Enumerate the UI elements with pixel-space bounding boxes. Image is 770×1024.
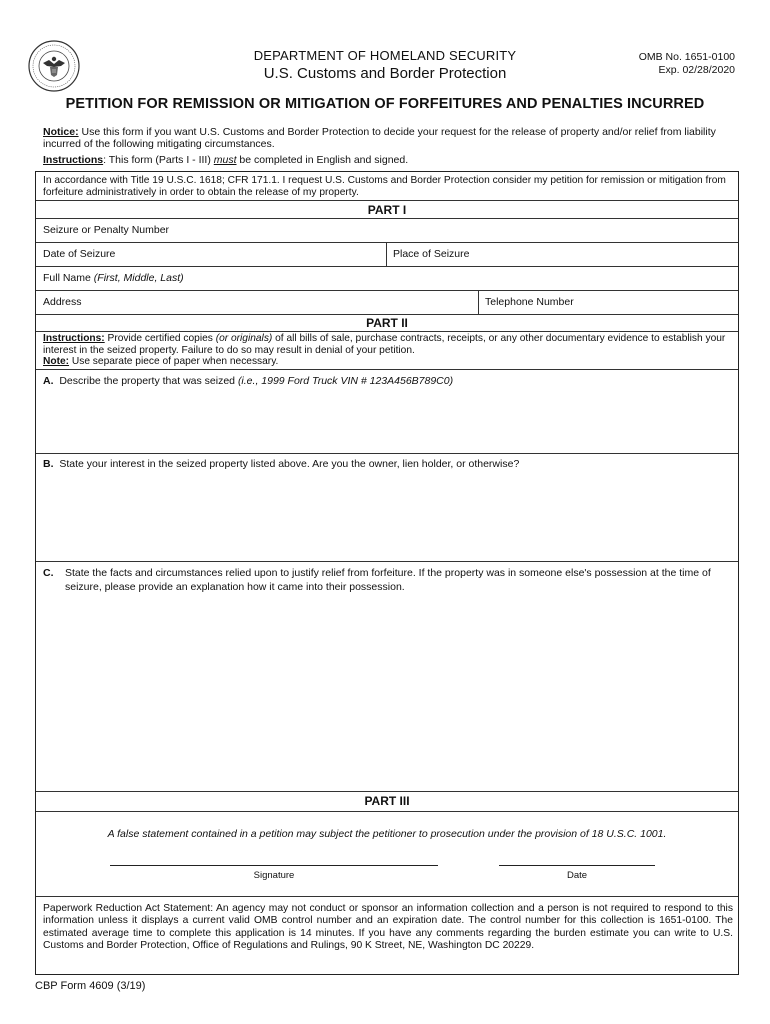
agency-name: U.S. Customs and Border Protection bbox=[263, 65, 507, 82]
telephone-field[interactable]: Telephone Number bbox=[485, 296, 574, 308]
part3-heading: PART III bbox=[364, 794, 410, 808]
seizure-number-field[interactable]: Seizure or Penalty Number bbox=[43, 224, 170, 236]
part1-heading: PART I bbox=[367, 203, 407, 217]
address-field[interactable]: Address bbox=[43, 296, 82, 308]
paperwork-reduction-statement: Paperwork Reduction Act Statement: An agency may not conduct or sponsor an information collection and a person is not required to respond to this information unless it displays a current valid OMB control number and an expiration date. The control number for this collection is 1651-0100. The estimated average time to complete this application is 14 minutes. If you have any comments regarding the burden estimate you can write to U.S. Customs and Border Protection, Office of Regulations and Rulings, 90 K Street, NE, Washington DC 20229. bbox=[43, 903, 733, 952]
question-c-text: State the facts and circumstances relied upon to justify relief from forfeiture. If the property was in someone else's possession at the time of seizure, please provide an explanation how it came into their possession. bbox=[65, 567, 711, 593]
instructions-text-before: : This form (Parts I - III) bbox=[103, 154, 214, 166]
false-statement-warning: A false statement contained in a petition may subject the petitioner to prosecution under the provision of 18 U.S.C. 1001. bbox=[107, 828, 667, 840]
question-b-text: State your interest in the seized property listed above. Are you the owner, lien holder, or otherwise? bbox=[59, 458, 520, 470]
answer-a-area[interactable] bbox=[36, 390, 738, 452]
question-a-letter: A. bbox=[43, 375, 54, 387]
omb-expiration: Exp. 02/28/2020 bbox=[658, 64, 735, 76]
part2-instr-before: Provide certified copies bbox=[104, 333, 216, 344]
note-label: Note: bbox=[43, 356, 70, 367]
question-b-letter: B. bbox=[43, 458, 54, 470]
question-a-example: (i.e., 1999 Ford Truck VIN # 123A456B789C0) bbox=[237, 375, 454, 387]
full-name-label: Full Name bbox=[43, 272, 91, 284]
answer-b-area[interactable] bbox=[36, 474, 738, 559]
part2-heading: PART II bbox=[366, 316, 408, 330]
date-line[interactable] bbox=[499, 865, 655, 866]
signature-label: Signature bbox=[253, 870, 295, 881]
part2-instr-italic: (or originals) bbox=[215, 333, 273, 344]
form-number: CBP Form 4609 (3/19) bbox=[35, 980, 146, 992]
instructions-text-after: be completed in English and signed. bbox=[236, 154, 409, 166]
department-name: DEPARTMENT OF HOMELAND SECURITY bbox=[253, 48, 517, 63]
instructions-emphasis: must bbox=[213, 154, 237, 166]
part2-instr-label: Instructions: bbox=[43, 333, 105, 344]
omb-number: OMB No. 1651-0100 bbox=[638, 51, 735, 63]
date-label: Date bbox=[566, 870, 588, 881]
question-b bbox=[43, 457, 733, 471]
full-name-field[interactable] bbox=[43, 272, 184, 284]
notice-text bbox=[43, 126, 743, 150]
full-name-hint: (First, Middle, Last) bbox=[93, 272, 184, 284]
date-of-seizure-field[interactable]: Date of Seizure bbox=[43, 248, 116, 260]
answer-c-area[interactable] bbox=[36, 597, 738, 790]
dhs-seal-icon bbox=[28, 40, 80, 92]
intro-text: In accordance with Title 19 U.S.C. 1618; CFR 171.1. I request U.S. Customs and Border Protection consider my petition for remission or mitigation from forfeiture administratively in order to obtain the release of my property. bbox=[43, 175, 726, 198]
question-c bbox=[43, 566, 728, 594]
form-title: PETITION FOR REMISSION OR MITIGATION OF FORFEITURES AND PENALTIES INCURRED bbox=[65, 96, 705, 112]
question-c-letter: C. bbox=[43, 567, 54, 579]
question-a-text: Describe the property that was seized bbox=[59, 375, 238, 387]
instructions-top bbox=[43, 154, 408, 166]
petition-form bbox=[35, 171, 739, 975]
notice-label: Notice: bbox=[43, 126, 79, 138]
notice-body: Use this form if you want U.S. Customs and Border Protection to decide your request for the release of property and/or relief from liability incurred of the following mitigating circumstances. bbox=[43, 126, 716, 150]
instructions-label: Instructions bbox=[43, 154, 104, 166]
signature-line[interactable] bbox=[110, 865, 438, 866]
question-a bbox=[43, 374, 733, 388]
part2-instr-after: of all bills of sale, purchase contracts, receipts, or any other documentary evidence to establish your interest in the seized property. Failure to do so may result in denial of your petition. bbox=[43, 333, 726, 356]
note-text: Use separate piece of paper when necessary. bbox=[69, 356, 279, 367]
place-of-seizure-field[interactable]: Place of Seizure bbox=[393, 248, 470, 260]
omb-info bbox=[639, 51, 735, 77]
part2-instructions bbox=[43, 333, 733, 368]
